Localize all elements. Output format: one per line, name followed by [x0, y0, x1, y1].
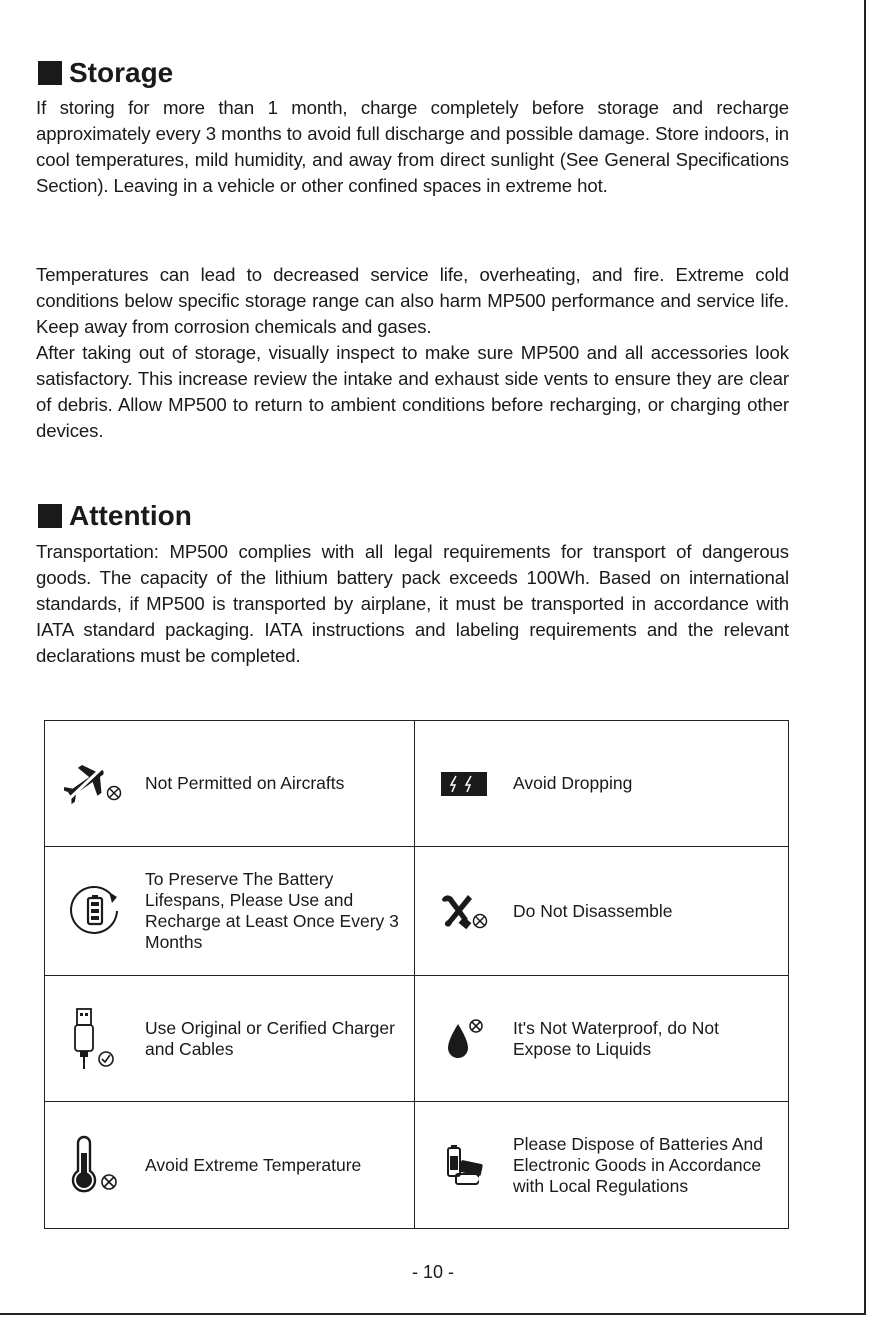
page-number: - 10 - — [411, 1262, 454, 1282]
no-disassemble-icon — [438, 891, 490, 931]
storage-paragraph-1: If storing for more than 1 month, charge completely before storage and recharge approximately every 3 months to avoid full discharge and possible damage. Store indoors, in cool temperatures, mild humidity, and away from direct sunlight (See General Specifications Section). Leaving in a vehicle or other confined spaces in extreme hot. — [36, 97, 789, 196]
heading-square-icon — [38, 61, 62, 85]
attention-paragraph: Transportation: MP500 complies with all legal requirements for transport of dangerous goods. The capacity of the lithium battery pack exceeds 100Wh. Based on international standards, if MP500 is transported by airplane, it must be transported in accordance with IATA standard packaging. IATA instructions and labeling requirements and the relevant declarations must be completed. — [36, 541, 789, 666]
avoid-dropping-icon — [440, 771, 488, 797]
warning-cell — [45, 847, 415, 976]
warnings-table — [44, 720, 789, 1229]
usb-cable-icon — [71, 1007, 119, 1071]
warning-text: Please Dispose of Batteries And Electronic Goods in Accordance with Local Regulations — [513, 1133, 764, 1196]
warning-text: Use Original or Cerified Charger and Cables — [145, 1017, 395, 1059]
warning-text: Not Permitted on Aircrafts — [145, 773, 345, 793]
warning-cell — [45, 1102, 415, 1228]
warning-cell — [415, 721, 788, 847]
warning-text: Avoid Dropping — [513, 773, 633, 793]
warning-cell — [415, 847, 788, 976]
attention-heading-text: Attention — [69, 500, 192, 531]
storage-paragraph-2-line2: After taking out of storage, visually inspect to make sure MP500 and all accessories look satisfactory. This increase review the intake and exhaust side vents to ensure they are clear of debris. Allow MP500 to return to ambient conditions before recharging, or charging other devices. — [36, 342, 789, 441]
warning-cell — [45, 976, 415, 1102]
heading-square-icon — [38, 504, 62, 528]
battery-disposal-icon — [442, 1142, 486, 1188]
storage-paragraph-2 — [36, 262, 789, 444]
warning-text: Avoid Extreme Temperature — [145, 1154, 362, 1175]
warning-text: It's Not Waterproof, do Not Expose to Liquids — [513, 1017, 719, 1059]
warning-cell — [415, 976, 788, 1102]
storage-heading — [36, 57, 173, 89]
storage-heading-text: Storage — [69, 57, 174, 88]
no-water-icon — [442, 1014, 486, 1064]
warning-cell — [415, 1102, 788, 1228]
battery-recharge-icon — [65, 881, 125, 941]
no-extreme-temperature-icon — [68, 1135, 122, 1195]
warning-cell — [45, 721, 415, 847]
warning-text: Do Not Disassemble — [513, 900, 673, 921]
storage-paragraph-2-line1: Temperatures can lead to decreased service life, overheating, and fire. Extreme cold conditions below specific storage range can also harm MP500 performance and service life. Keep away from corrosion chemicals and gases. — [36, 264, 789, 337]
warning-text: To Preserve The Battery Lifespans, Please Use and Recharge at Least Once Every 3 Months — [145, 869, 399, 952]
attention-heading — [36, 500, 192, 532]
no-aircraft-icon — [64, 762, 126, 806]
